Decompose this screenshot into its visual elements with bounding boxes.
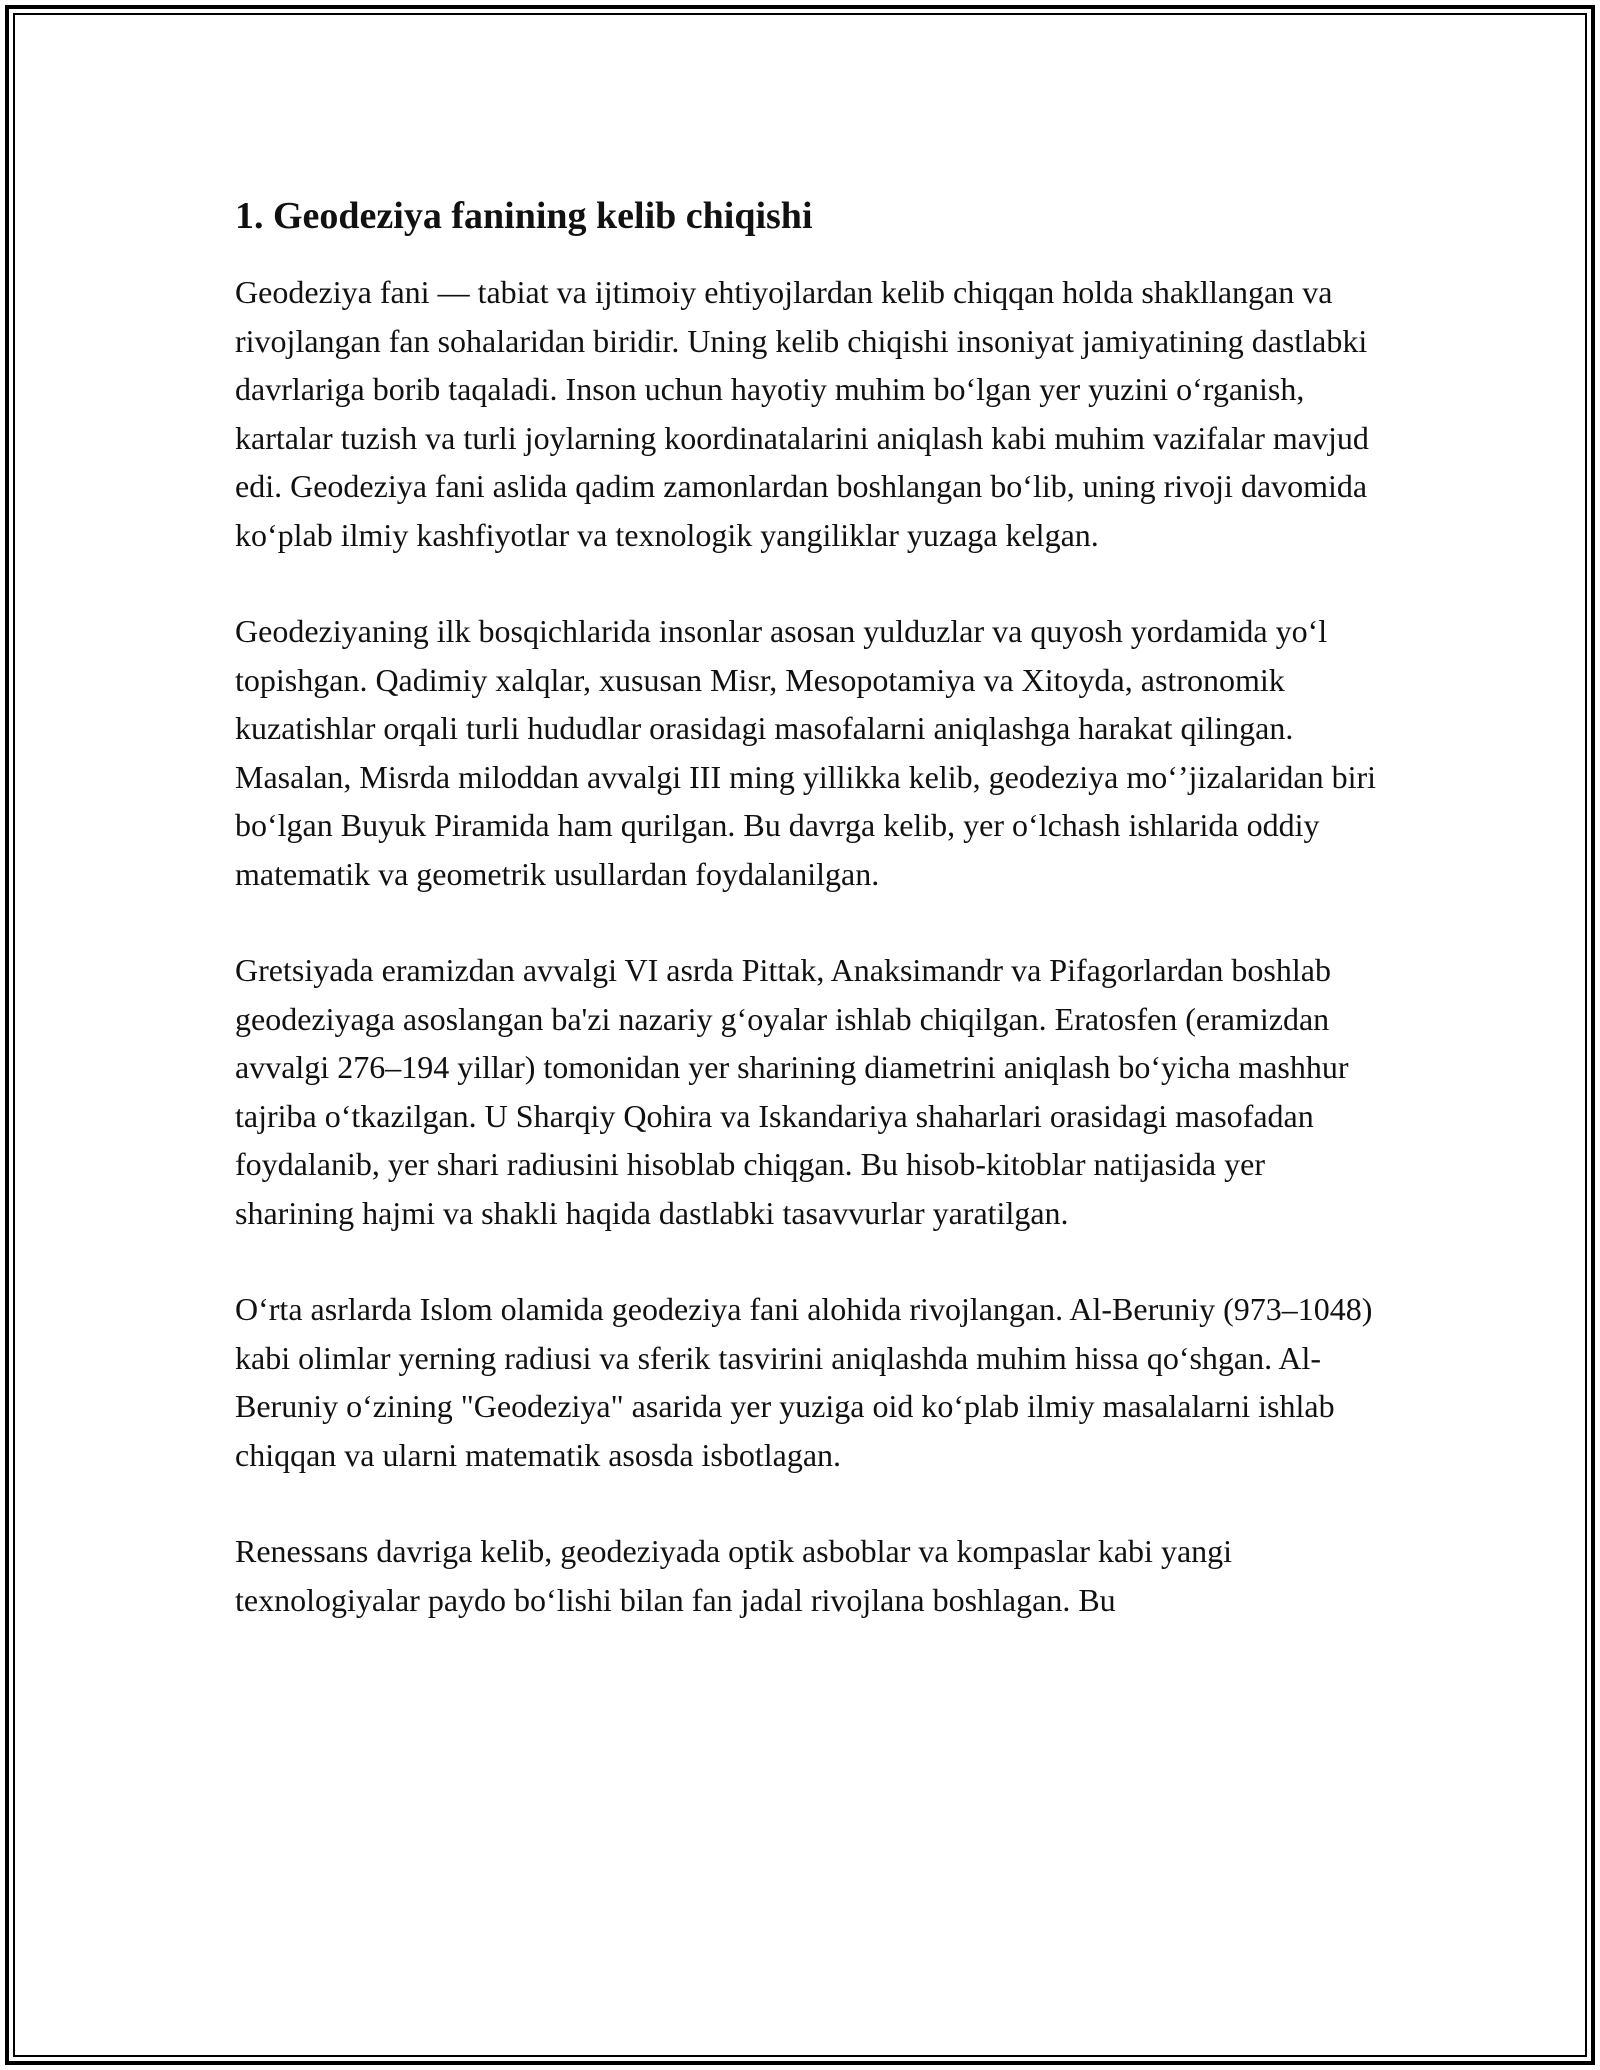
paragraph-4: Oʻrta asrlarda Islom olamida geodeziya fani alohida rivojlangan. Al-Beruniy (973–1048) kabi olimlar yerning radiusi va sferik tasvirini aniqlashda muhim hissa qoʻshgan. Al-Beruniy oʻzining "Geodeziya" asarida yer yuziga oid koʻplab ilmiy masalalarni ishlab chiqqan va ularni matematik asosda isbotlagan. <box>235 1291 1373 1473</box>
paragraph-1: Geodeziya fani — tabiat va ijtimoiy ehtiyojlardan kelib chiqqan holda shakllangan va rivojlangan fan sohalaridan biridir. Uning kelib chiqishi insoniyat jamiyatining dastlabki davrlariga borib taqaladi. Inson uchun hayotiy muhim boʻlgan yer yuzini oʻrganish, kartalar tuzish va turli joylarning koordinatalarini aniqlash kabi muhim vazifalar mavjud edi. Geodeziya fani aslida qadim zamonlardan boshlangan boʻlib, uning rivoji davomida koʻplab ilmiy kashfiyotlar va texnologik yangiliklar yuzaga kelgan. <box>235 274 1369 553</box>
paragraph-2: Geodeziyaning ilk bosqichlarida insonlar asosan yulduzlar va quyosh yordamida yoʻl topishgan. Qadimiy xalqlar, xususan Misr, Mesopotamiya va Xitoyda, astronomik kuzatishlar orqali turli hududlar orasidagi masofalarni aniqlashga harakat qilingan. Masalan, Misrda miloddan avvalgi III ming yillikka kelib, geodeziya moʻʼjizalaridan biri boʻlgan Buyuk Piramida ham qurilgan. Bu davrga kelib, yer oʻlchash ishlarida oddiy matematik va geometrik usullardan foydalanilgan. <box>235 613 1376 892</box>
paragraph-5: Renessans davriga kelib, geodeziyada optik asboblar va kompaslar kabi yangi texnologiyalar paydo boʻlishi bilan fan jadal rivojlana boshlagan. Bu <box>235 1533 1233 1618</box>
document-body <box>235 186 1385 1672</box>
paragraph-3: Gretsiyada eramizdan avvalgi VI asrda Pittak, Anaksimandr va Pifagorlardan boshlab geodeziyaga asoslangan ba'zi nazariy gʻoyalar ishlab chiqilgan. Eratosfen (eramizdan avvalgi 276–194 yillar) tomonidan yer sharining diametrini aniqlash boʻyicha mashhur tajriba oʻtkazilgan. U Sharqiy Qohira va Iskandariya shaharlari orasidagi masofadan foydalanib, yer shari radiusini hisoblab chiqgan. Bu hisob-kitoblar natijasida yer sharining hajmi va shakli haqida dastlabki tasavvurlar yaratilgan. <box>235 952 1349 1231</box>
section-title: 1. Geodeziya fanining kelib chiqishi <box>235 195 813 237</box>
